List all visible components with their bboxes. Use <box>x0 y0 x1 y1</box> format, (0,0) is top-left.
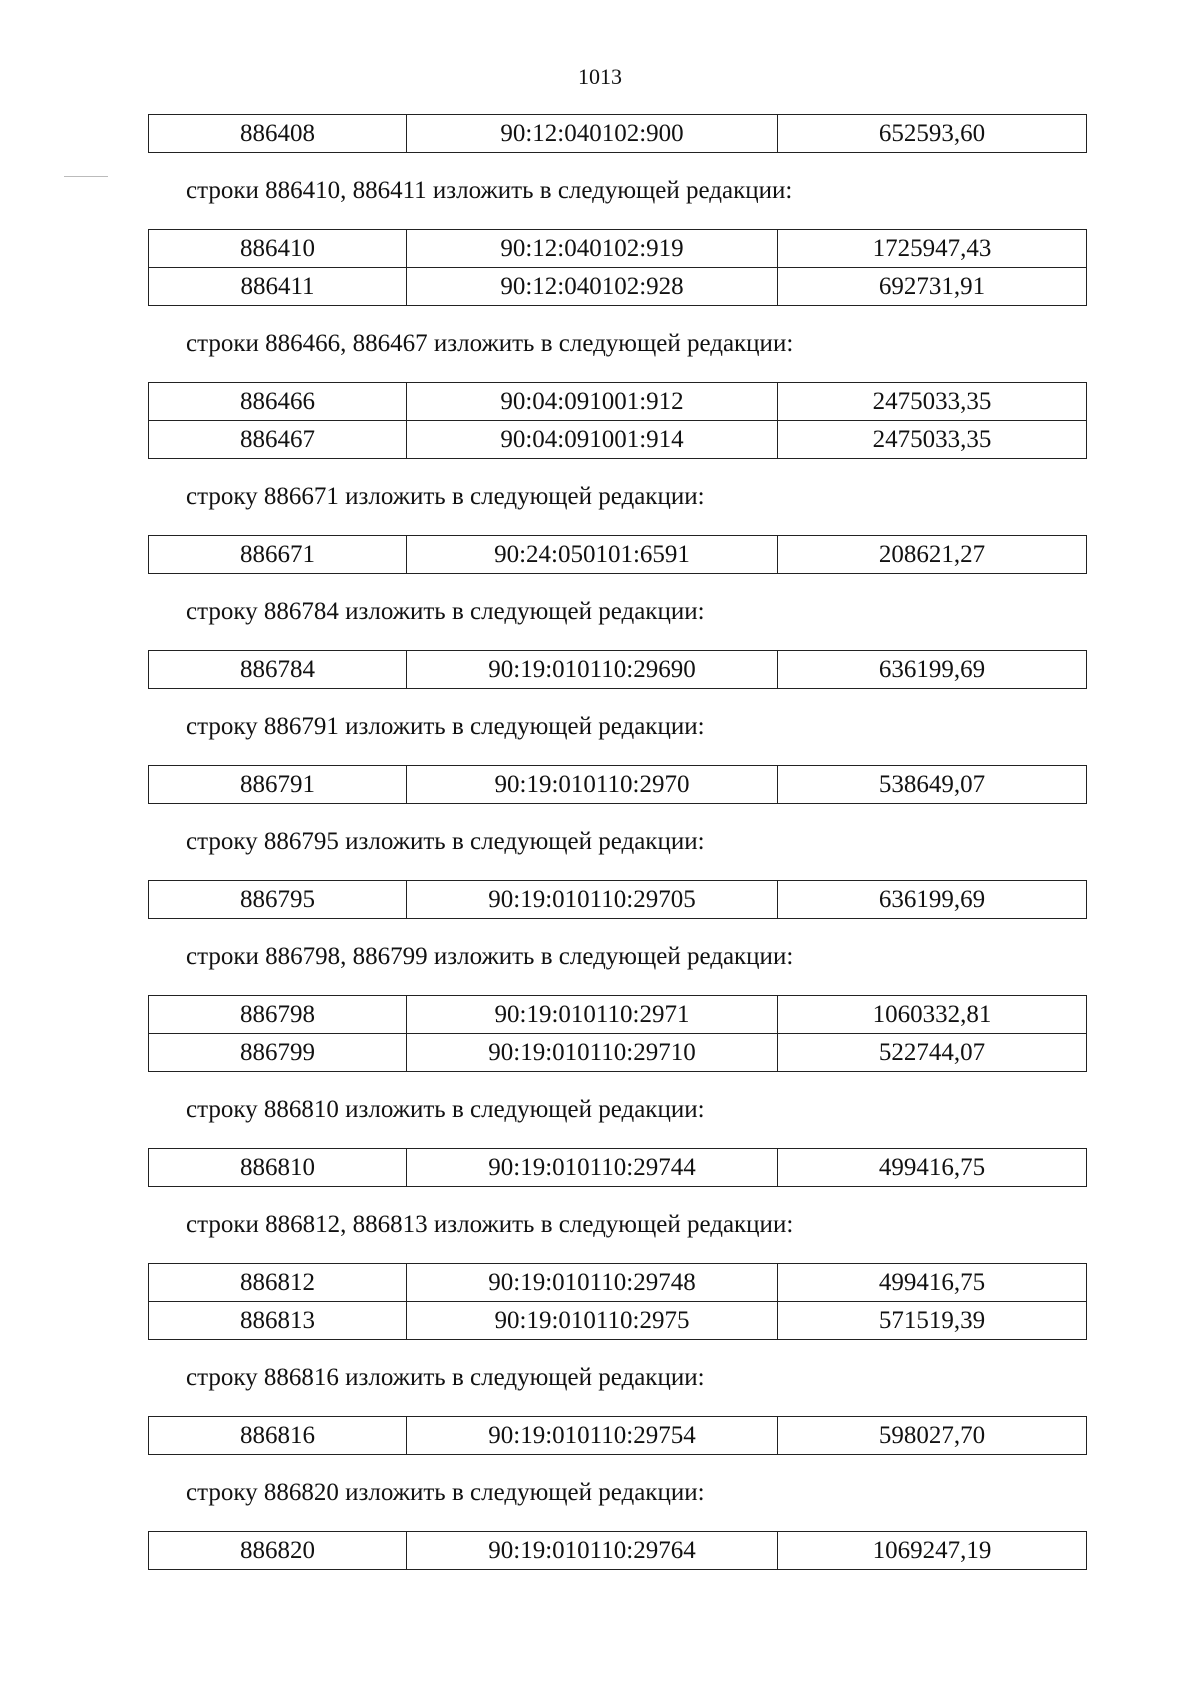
cadastral-number-cell: 90:24:050101:6591 <box>407 536 778 574</box>
row-number-cell: 886795 <box>149 881 407 919</box>
row-number-cell: 886467 <box>149 421 407 459</box>
data-table <box>148 650 1087 689</box>
amendment-instruction: строку 886671 изложить в следующей редакции: <box>186 483 705 510</box>
amendment-block <box>148 176 1086 306</box>
amendment-instruction: строки 886812, 886813 изложить в следующей редакции: <box>186 1211 794 1238</box>
row-number-cell: 886812 <box>149 1264 407 1302</box>
amendment-block <box>148 712 1086 804</box>
value-cell: 538649,07 <box>778 766 1087 804</box>
table-row <box>149 115 1087 153</box>
table-row <box>149 421 1087 459</box>
amendment-instruction: строки 886798, 886799 изложить в следующей редакции: <box>186 943 794 970</box>
cadastral-number-cell: 90:19:010110:2970 <box>407 766 778 804</box>
amendment-block <box>148 114 1086 153</box>
table-row <box>149 1034 1087 1072</box>
cadastral-number-cell: 90:04:091001:914 <box>407 421 778 459</box>
amendment-block <box>148 1478 1086 1570</box>
value-cell: 522744,07 <box>778 1034 1087 1072</box>
amendment-instruction: строку 886791 изложить в следующей редакции: <box>186 713 705 740</box>
cadastral-number-cell: 90:19:010110:29744 <box>407 1149 778 1187</box>
amendment-block <box>148 1210 1086 1340</box>
amendment-block <box>148 482 1086 574</box>
cadastral-number-cell: 90:12:040102:928 <box>407 268 778 306</box>
row-number-cell: 886798 <box>149 996 407 1034</box>
table-row <box>149 383 1087 421</box>
data-table <box>148 1416 1087 1455</box>
margin-mark <box>64 176 108 177</box>
row-number-cell: 886408 <box>149 115 407 153</box>
table-row <box>149 881 1087 919</box>
document-body <box>148 114 1086 1593</box>
amendment-block <box>148 1363 1086 1455</box>
table-row <box>149 1302 1087 1340</box>
row-number-cell: 886813 <box>149 1302 407 1340</box>
value-cell: 499416,75 <box>778 1264 1087 1302</box>
row-number-cell: 886784 <box>149 651 407 689</box>
value-cell: 636199,69 <box>778 881 1087 919</box>
table-row <box>149 651 1087 689</box>
value-cell: 1069247,19 <box>778 1532 1087 1570</box>
value-cell: 2475033,35 <box>778 383 1087 421</box>
amendment-instruction: строки 886466, 886467 изложить в следующей редакции: <box>186 330 794 357</box>
data-table <box>148 995 1087 1072</box>
data-table <box>148 229 1087 306</box>
table-row <box>149 230 1087 268</box>
cadastral-number-cell: 90:12:040102:900 <box>407 115 778 153</box>
table-row <box>149 536 1087 574</box>
value-cell: 652593,60 <box>778 115 1087 153</box>
row-number-cell: 886820 <box>149 1532 407 1570</box>
value-cell: 692731,91 <box>778 268 1087 306</box>
table-row <box>149 996 1087 1034</box>
value-cell: 2475033,35 <box>778 421 1087 459</box>
value-cell: 571519,39 <box>778 1302 1087 1340</box>
data-table <box>148 765 1087 804</box>
amendment-instruction: строку 886784 изложить в следующей редакции: <box>186 598 705 625</box>
amendment-block <box>148 827 1086 919</box>
cadastral-number-cell: 90:19:010110:29754 <box>407 1417 778 1455</box>
cadastral-number-cell: 90:12:040102:919 <box>407 230 778 268</box>
amendment-instruction: строку 886820 изложить в следующей редакции: <box>186 1479 705 1506</box>
row-number-cell: 886410 <box>149 230 407 268</box>
table-row <box>149 1264 1087 1302</box>
cadastral-number-cell: 90:19:010110:29748 <box>407 1264 778 1302</box>
value-cell: 1060332,81 <box>778 996 1087 1034</box>
cadastral-number-cell: 90:04:091001:912 <box>407 383 778 421</box>
amendment-block <box>148 942 1086 1072</box>
row-number-cell: 886466 <box>149 383 407 421</box>
value-cell: 1725947,43 <box>778 230 1087 268</box>
data-table <box>148 880 1087 919</box>
table-row <box>149 1149 1087 1187</box>
amendment-block <box>148 329 1086 459</box>
data-table <box>148 1148 1087 1187</box>
row-number-cell: 886791 <box>149 766 407 804</box>
row-number-cell: 886671 <box>149 536 407 574</box>
table-row <box>149 268 1087 306</box>
cadastral-number-cell: 90:19:010110:2971 <box>407 996 778 1034</box>
table-row <box>149 766 1087 804</box>
table-row <box>149 1417 1087 1455</box>
amendment-instruction: строку 886795 изложить в следующей редакции: <box>186 828 705 855</box>
value-cell: 499416,75 <box>778 1149 1087 1187</box>
page-number: 1013 <box>578 64 622 89</box>
amendment-block <box>148 1095 1086 1187</box>
cadastral-number-cell: 90:19:010110:29690 <box>407 651 778 689</box>
data-table <box>148 535 1087 574</box>
table-row <box>149 1532 1087 1570</box>
value-cell: 208621,27 <box>778 536 1087 574</box>
amendment-instruction: строку 886816 изложить в следующей редакции: <box>186 1364 705 1391</box>
data-table <box>148 1531 1087 1570</box>
cadastral-number-cell: 90:19:010110:29705 <box>407 881 778 919</box>
value-cell: 598027,70 <box>778 1417 1087 1455</box>
row-number-cell: 886810 <box>149 1149 407 1187</box>
data-table <box>148 114 1087 153</box>
amendment-block <box>148 597 1086 689</box>
row-number-cell: 886799 <box>149 1034 407 1072</box>
row-number-cell: 886411 <box>149 268 407 306</box>
cadastral-number-cell: 90:19:010110:29710 <box>407 1034 778 1072</box>
data-table <box>148 1263 1087 1340</box>
value-cell: 636199,69 <box>778 651 1087 689</box>
amendment-instruction: строки 886410, 886411 изложить в следующей редакции: <box>186 177 793 204</box>
amendment-instruction: строку 886810 изложить в следующей редакции: <box>186 1096 705 1123</box>
data-table <box>148 382 1087 459</box>
row-number-cell: 886816 <box>149 1417 407 1455</box>
cadastral-number-cell: 90:19:010110:29764 <box>407 1532 778 1570</box>
cadastral-number-cell: 90:19:010110:2975 <box>407 1302 778 1340</box>
